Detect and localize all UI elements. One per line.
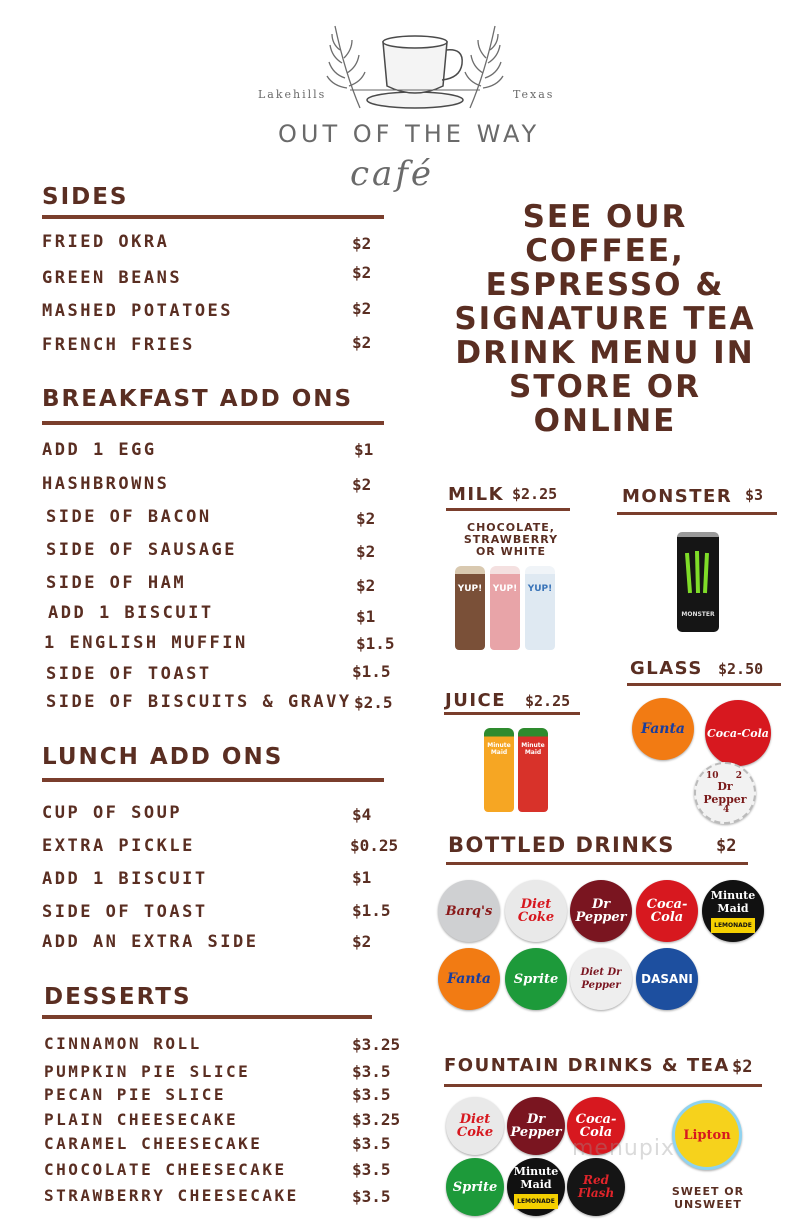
glass-rule — [627, 683, 781, 686]
menu-price: $3.25 — [352, 1110, 401, 1129]
monster-rule — [617, 512, 777, 515]
promo-line: DRINK MENU IN — [455, 335, 755, 371]
menu-item: 1 ENGLISH MUFFIN — [44, 633, 248, 653]
location-left: Lakehills — [258, 88, 327, 101]
menu-price: $1 — [354, 440, 374, 459]
menu-price: $2 — [352, 234, 372, 253]
menu-item-french-fries: FRENCH FRIES — [42, 335, 195, 355]
menu-price: $2 — [356, 542, 376, 561]
juice-bottle-orange — [484, 728, 514, 812]
desserts-rule — [42, 1015, 372, 1019]
menu-item: CHOCOLATE CHEESECAKE — [44, 1160, 287, 1179]
juice-label: Minute Maid — [487, 742, 511, 756]
sides-title: SIDES — [42, 184, 129, 210]
menu-item: PLAIN CHEESECAKE — [44, 1110, 239, 1129]
fountain-price: $2 — [732, 1057, 753, 1077]
menu-price: $3.5 — [352, 1062, 391, 1081]
minute-maid-label: Minute Maid — [710, 889, 756, 915]
promo-line: ONLINE — [533, 403, 677, 439]
glass-dr-pepper-cap — [694, 762, 756, 824]
menu-item-green-beans: GREEN BEANS — [42, 268, 183, 288]
menu-price: $1.5 — [352, 662, 391, 681]
minute-maid-sub: LEMONADE — [514, 1194, 558, 1209]
menu-item: ADD 1 BISCUIT — [48, 603, 214, 623]
milk-rule — [446, 508, 570, 511]
menu-price: $1 — [356, 607, 376, 626]
monster-price: $3 — [745, 486, 764, 504]
promo-text — [440, 200, 770, 438]
location-right: Texas — [513, 88, 555, 101]
glass-price: $2.50 — [718, 660, 764, 678]
bottled-dasani-logo: DASANI — [636, 948, 698, 1010]
milk-bottle-label: YUP! — [492, 584, 518, 594]
bottled-sprite-logo: Sprite — [505, 948, 567, 1010]
fountain-dr-pepper-logo: Dr Pepper — [507, 1097, 565, 1155]
menu-price: $2 — [356, 576, 376, 595]
menu-price: $0.25 — [350, 836, 399, 855]
milk-bottle-chocolate — [455, 566, 485, 650]
milk-flavor-line: STRAWBERRY — [463, 533, 559, 546]
menu-item-mashed-potatoes: MASHED POTATOES — [42, 301, 234, 321]
bottled-diet-coke-logo: Diet Coke — [505, 880, 567, 942]
coffee-cup-icon — [250, 18, 580, 128]
milk-bottle-strawberry — [490, 566, 520, 650]
menu-price: $1 — [352, 868, 372, 887]
tea-note-2: UNSWEET — [674, 1198, 742, 1211]
menu-item: SIDE OF BISCUITS & GRAVY — [46, 692, 352, 712]
menu-item: CUP OF SOUP — [42, 803, 183, 823]
fountain-rule — [444, 1084, 762, 1087]
cap-number: 2 — [735, 771, 742, 781]
cafe-script: café — [350, 154, 435, 194]
menu-item: ADD AN EXTRA SIDE — [42, 932, 259, 952]
breakfast-rule — [42, 421, 384, 425]
menu-price: $2 — [352, 299, 372, 318]
milk-bottle-label: YUP! — [457, 584, 483, 594]
menu-price: $1.5 — [352, 901, 391, 920]
menu-price: $3.5 — [352, 1160, 391, 1179]
bottled-barqs-logo: Barq's — [438, 880, 500, 942]
minute-maid-sub: LEMONADE — [711, 918, 755, 933]
menu-item: SIDE OF TOAST — [46, 664, 212, 684]
bottled-diet-dr-pepper-logo: Diet Dr Pepper — [570, 948, 632, 1010]
cap-number: 4 — [723, 805, 730, 815]
desserts-title: DESSERTS — [44, 984, 192, 1010]
tea-note-1: SWEET OR — [671, 1185, 745, 1198]
lunch-title: LUNCH ADD ONS — [42, 744, 284, 770]
fountain-title: FOUNTAIN DRINKS & TEA — [444, 1055, 730, 1076]
cap-number: 10 — [706, 771, 719, 781]
menu-price: $2 — [352, 263, 372, 282]
milk-title: MILK — [448, 484, 505, 505]
fountain-diet-coke-logo: Diet Coke — [446, 1097, 504, 1155]
juice-title: JUICE — [445, 690, 507, 711]
menu-price: $3.5 — [352, 1085, 391, 1104]
menu-price: $3.5 — [352, 1187, 391, 1206]
watermark: menupix — [572, 1136, 675, 1161]
breakfast-title: BREAKFAST ADD ONS — [42, 386, 354, 412]
fountain-sprite-logo: Sprite — [446, 1158, 504, 1216]
menu-item: ADD 1 BISCUIT — [42, 869, 208, 889]
bottled-minute-maid-logo — [702, 880, 764, 942]
milk-flavors — [452, 522, 570, 558]
juice-price: $2.25 — [525, 692, 571, 710]
menu-item: SIDE OF TOAST — [42, 902, 208, 922]
glass-title: GLASS — [630, 658, 703, 679]
milk-price: $2.25 — [512, 485, 558, 503]
menu-item-fried-okra: FRIED OKRA — [42, 232, 170, 252]
glass-coca-cola-logo: Coca-Cola — [705, 700, 771, 766]
sides-rule — [42, 215, 384, 219]
bottled-rule — [446, 862, 748, 865]
promo-line: ESPRESSO & — [485, 267, 725, 303]
glass-dr-pepper-label: Dr Pepper — [703, 780, 747, 806]
milk-flavor-line: CHOCOLATE, — [467, 521, 555, 534]
fountain-lipton-logo: Lipton — [672, 1100, 742, 1170]
menu-item: EXTRA PICKLE — [42, 836, 195, 856]
menu-price: $3.25 — [352, 1035, 401, 1054]
milk-bottle-white — [525, 566, 555, 650]
juice-label: Minute Maid — [521, 742, 545, 756]
monster-brand: MONSTER — [681, 611, 715, 618]
bottled-title: BOTTLED DRINKS — [448, 833, 675, 857]
menu-item: STRAWBERRY CHEESECAKE — [44, 1186, 299, 1205]
menu-item: PUMPKIN PIE SLICE — [44, 1062, 251, 1081]
menu-item: SIDE OF HAM — [46, 573, 187, 593]
promo-line: COFFEE, — [525, 233, 685, 269]
menu-price: $2.5 — [354, 693, 393, 712]
juice-rule — [444, 712, 580, 715]
glass-fanta-logo: Fanta — [632, 698, 694, 760]
minute-maid-label: Minute Maid — [513, 1165, 559, 1191]
bottled-price: $2 — [716, 836, 737, 856]
fountain-red-flash-logo: Red Flash — [567, 1158, 625, 1216]
menu-item: ADD 1 EGG — [42, 440, 157, 460]
bottled-fanta-logo: Fanta — [438, 948, 500, 1010]
menu-item: SIDE OF BACON — [46, 507, 212, 527]
cafe-name: OUT OF THE WAY — [278, 120, 541, 148]
menu-item: HASHBROWNS — [42, 474, 170, 494]
monster-title: MONSTER — [622, 486, 733, 507]
milk-flavor-line: OR WHITE — [475, 545, 547, 558]
lunch-rule — [42, 778, 384, 782]
menu-item: CINNAMON ROLL — [44, 1034, 202, 1053]
monster-claw-icon — [677, 549, 719, 599]
menu-price: $4 — [352, 805, 372, 824]
fountain-coca-cola-logo: Coca-Cola — [567, 1097, 625, 1155]
menu-item: CARAMEL CHEESECAKE — [44, 1134, 263, 1153]
menu-price: $2 — [356, 509, 376, 528]
juice-bottle-apple — [518, 728, 548, 812]
promo-line: SIGNATURE TEA — [454, 301, 756, 337]
menu-item: PECAN PIE SLICE — [44, 1085, 226, 1104]
menu-price: $2 — [352, 475, 372, 494]
milk-bottle-label: YUP! — [527, 584, 553, 594]
menu-price: $3.5 — [352, 1134, 391, 1153]
promo-line: SEE OUR — [522, 199, 688, 235]
bottled-coca-cola-logo: Coca-Cola — [636, 880, 698, 942]
menu-price: $2 — [352, 333, 372, 352]
monster-can — [677, 532, 719, 632]
menu-price: $1.5 — [356, 634, 395, 653]
menu-price: $2 — [352, 932, 372, 951]
bottled-dr-pepper-logo: Dr Pepper — [570, 880, 632, 942]
fountain-minute-maid-logo — [507, 1158, 565, 1216]
promo-line: STORE OR — [509, 369, 701, 405]
cafe-logo — [250, 18, 580, 208]
menu-item: SIDE OF SAUSAGE — [46, 540, 238, 560]
